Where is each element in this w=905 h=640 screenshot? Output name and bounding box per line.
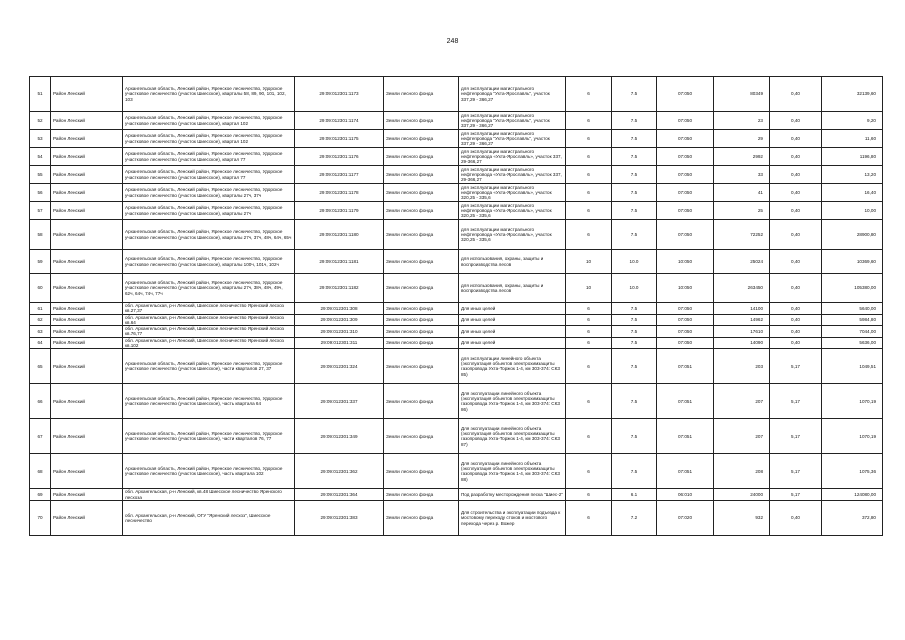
permitted-use-cell: Для иных целей	[459, 314, 566, 326]
code-cell: 07:051	[657, 419, 714, 454]
row-number: 59	[30, 250, 51, 274]
address-cell: обл. Архангельская, р-н Ленский, кв.48 Шиесское лесничество Яренского лесхоза	[123, 489, 295, 501]
district-cell: Район Ленский	[51, 500, 123, 535]
permitted-use-cell: для использования, охраны, защиты и воспроизводства лесов	[459, 250, 566, 274]
permitted-use-cell: Для эксплуатации линейного объекта (эксплуатация объектов электрохимзащиты газопровода Ухта-Торжок 1-4, км 303-374: СКЗ 86)	[459, 384, 566, 419]
permitted-use-cell: Для иных целей	[459, 337, 566, 349]
coefficient-cell: 6	[566, 220, 612, 250]
table-row	[30, 303, 883, 315]
cadastral-number-cell: 29:09:012301:383	[295, 500, 384, 535]
rate-cell: 0,40	[770, 500, 822, 535]
code-cell: 07:050	[657, 184, 714, 202]
rate-cell: 0,40	[770, 112, 822, 130]
amount-cell: 10,00	[822, 202, 883, 220]
coefficient-cell: 7.5	[612, 349, 657, 384]
permitted-use-cell: Для эксплуатации линейного объекта (эксплуатация объектов электрохимзащиты газопровода Ухта-Торжок 1-4, км 303-374: СКЗ 88)	[459, 454, 566, 489]
rate-cell: 5,17	[770, 419, 822, 454]
amount-cell: 10369,60	[822, 250, 883, 274]
district-cell: Район Ленский	[51, 384, 123, 419]
rate-cell: 0,40	[770, 220, 822, 250]
row-number: 68	[30, 454, 51, 489]
permitted-use-cell: Для иных целей	[459, 303, 566, 315]
district-cell: Район Ленский	[51, 314, 123, 326]
land-category-cell: Земли лесного фонда	[384, 454, 459, 489]
coefficient-cell: 6	[566, 384, 612, 419]
code-cell: 07:050	[657, 202, 714, 220]
cadastral-number-cell: 29:09:012301:311	[295, 337, 384, 349]
area-cell: 23	[714, 112, 770, 130]
cadastral-number-cell: 29:09:012301:364	[295, 489, 384, 501]
coefficient-cell: 7.5	[612, 337, 657, 349]
rate-cell: 0,40	[770, 130, 822, 148]
cadastral-number-cell: 29:09:012301:1174	[295, 112, 384, 130]
coefficient-cell: 7.5	[612, 303, 657, 315]
district-cell: Район Ленский	[51, 202, 123, 220]
coefficient-cell: 6	[566, 419, 612, 454]
rate-cell: 0,40	[770, 77, 822, 112]
coefficient-cell: 7.5	[612, 166, 657, 184]
row-number: 63	[30, 326, 51, 338]
district-cell: Район Ленский	[51, 77, 123, 112]
rate-cell: 5,17	[770, 349, 822, 384]
cadastral-number-cell: 29:09:012301:1180	[295, 220, 384, 250]
coefficient-cell: 6	[566, 326, 612, 338]
coefficient-cell: 7.5	[612, 454, 657, 489]
address-cell: обл. Архангельская, р-н Ленский, Шиесское лесничество Яренский лесхоз кв.27,37	[123, 303, 295, 315]
row-number: 56	[30, 184, 51, 202]
permitted-use-cell: для эксплуатации магистрального нефтепровода «Ухта-Ярославль», участок 320,25 - 335,6	[459, 184, 566, 202]
area-cell: 17610	[714, 326, 770, 338]
row-number: 53	[30, 130, 51, 148]
permitted-use-cell: Для строительства и эксплуатации подъезда к мостовому переходу стоков и мостового перехода через р. Вожер	[459, 500, 566, 535]
permitted-use-cell: Под разработку месторождения песка "Шиес-2"	[459, 489, 566, 501]
land-category-cell: Земли лесного фонда	[384, 202, 459, 220]
table-row	[30, 274, 883, 303]
amount-cell: 16,40	[822, 184, 883, 202]
coefficient-cell: 10	[566, 274, 612, 303]
rate-cell: 0,40	[770, 184, 822, 202]
land-category-cell: Земли лесного фонда	[384, 220, 459, 250]
row-number: 55	[30, 166, 51, 184]
land-category-cell: Земли лесного фонда	[384, 326, 459, 338]
area-cell: 24000	[714, 489, 770, 501]
area-cell: 72252	[714, 220, 770, 250]
cadastral-number-cell: 29:09:012301:1182	[295, 274, 384, 303]
district-cell: Район Ленский	[51, 489, 123, 501]
address-cell: Архангельская область, Ленский район, Яренское лесничество, Удорское участковое лесничество (участок Шиесское), части кварталов 27, 37	[123, 349, 295, 384]
rate-cell: 5,17	[770, 454, 822, 489]
code-cell: 07:050	[657, 112, 714, 130]
amount-cell: 9,20	[822, 112, 883, 130]
table-row	[30, 419, 883, 454]
permitted-use-cell: для эксплуатации магистрального нефтепровода «Ухта-Ярославль», участок 337, 29-366,27	[459, 166, 566, 184]
land-category-cell: Земли лесного фонда	[384, 130, 459, 148]
code-cell: 10:050	[657, 250, 714, 274]
cadastral-number-cell: 29:09:012301:308	[295, 303, 384, 315]
address-cell: обл. Архангельская, р-н Ленский, ОГУ "Яренский лесхоз", Шиесское лесничество	[123, 500, 295, 535]
coefficient-cell: 6	[566, 130, 612, 148]
permitted-use-cell: для эксплуатации магистрального нефтепровода «Ухта-Ярославль», участок 320,25 - 335,6	[459, 202, 566, 220]
district-cell: Район Ленский	[51, 419, 123, 454]
amount-cell: 5640,00	[822, 303, 883, 315]
land-category-cell: Земли лесного фонда	[384, 250, 459, 274]
coefficient-cell: 7.2	[612, 500, 657, 535]
address-cell: Архангельская область, Ленский район, Яренское лесничество, Удорское участковое лесничество (участок Шиесское), часть квартала 102	[123, 454, 295, 489]
code-cell: 07:050	[657, 303, 714, 315]
row-number: 67	[30, 419, 51, 454]
address-cell: Архангельская область, Ленский район, Яренское лесничество, Удорское участковое лесничество (участок Шиесское), кварталы 58, 89, 90, 101, 102, 103	[123, 77, 295, 112]
coefficient-cell: 6	[566, 184, 612, 202]
cadastral-number-cell: 29:09:012301:1176	[295, 148, 384, 166]
district-cell: Район Ленский	[51, 184, 123, 202]
table-row	[30, 112, 883, 130]
land-category-cell: Земли лесного фонда	[384, 77, 459, 112]
amount-cell: 1075,36	[822, 454, 883, 489]
area-cell: 33	[714, 166, 770, 184]
table-row	[30, 148, 883, 166]
district-cell: Район Ленский	[51, 349, 123, 384]
district-cell: Район Ленский	[51, 130, 123, 148]
permitted-use-cell: для эксплуатации магистрального нефтепровода "Ухта-Ярославль", участок 337,29 - 366,27	[459, 77, 566, 112]
permitted-use-cell: Для эксплуатации линейного объекта (эксплуатация объектов электрохимзащиты газопровода Ухта-Торжок 1-4, км 303-374: СКЗ 87)	[459, 419, 566, 454]
land-category-cell: Земли лесного фонда	[384, 166, 459, 184]
table-row	[30, 166, 883, 184]
address-cell: обл. Архангельская, р-н Ленский, Шиесское лесничество Яренский лесхоз кв.76,77	[123, 326, 295, 338]
coefficient-cell: 6	[566, 77, 612, 112]
area-cell: 2992	[714, 148, 770, 166]
code-cell: 07:051	[657, 384, 714, 419]
coefficient-cell: 7.5	[612, 148, 657, 166]
cadastral-number-cell: 29:09:012301:1177	[295, 166, 384, 184]
rate-cell: 0,40	[770, 148, 822, 166]
coefficient-cell: 7.5	[612, 112, 657, 130]
district-cell: Район Ленский	[51, 220, 123, 250]
address-cell: Архангельская область, Ленский район, Яренское лесничество, Удорское участковое лесничество (участок Шиесское), части кварталов 76, 77	[123, 419, 295, 454]
coefficient-cell: 10	[566, 250, 612, 274]
land-category-cell: Земли лесного фонда	[384, 314, 459, 326]
district-cell: Район Ленский	[51, 250, 123, 274]
address-cell: Архангельская область, Ленский район, Яренское лесничество, Удорское участковое лесничество (участок Шиесское), кварталы 27ч, 37ч	[123, 184, 295, 202]
coefficient-cell: 10.0	[612, 274, 657, 303]
table-row	[30, 77, 883, 112]
rate-cell: 5,17	[770, 384, 822, 419]
code-cell: 07:050	[657, 337, 714, 349]
table-row	[30, 337, 883, 349]
coefficient-cell: 7.5	[612, 326, 657, 338]
district-cell: Район Ленский	[51, 112, 123, 130]
land-category-cell: Земли лесного фонда	[384, 349, 459, 384]
rate-cell: 0,40	[770, 202, 822, 220]
table-row	[30, 250, 883, 274]
land-category-cell: Земли лесного фонда	[384, 419, 459, 454]
area-cell: 25	[714, 202, 770, 220]
row-number: 66	[30, 384, 51, 419]
table-row	[30, 454, 883, 489]
coefficient-cell: 6	[566, 500, 612, 535]
amount-cell: 1049,51	[822, 349, 883, 384]
address-cell: обл. Архангельская, р-н Ленский, Шиесское лесничество Яренский лесхоз кв.64	[123, 314, 295, 326]
area-cell: 14090	[714, 337, 770, 349]
coefficient-cell: 6	[566, 303, 612, 315]
permitted-use-cell: для эксплуатации линейного объекта (эксплуатация объектов электрохимзащиты газопровода Ухта-Торжок 1-4, км 303-374: СКЗ 85)	[459, 349, 566, 384]
coefficient-cell: 6	[566, 349, 612, 384]
page-number: 248	[446, 38, 459, 45]
area-cell: 41	[714, 184, 770, 202]
cadastral-number-cell: 29:09:012301:324	[295, 349, 384, 384]
cadastral-number-cell: 29:09:012301:362	[295, 454, 384, 489]
land-category-cell: Земли лесного фонда	[384, 112, 459, 130]
amount-cell: 11,60	[822, 130, 883, 148]
coefficient-cell: 6	[566, 314, 612, 326]
area-cell: 207	[714, 419, 770, 454]
amount-cell: 5636,00	[822, 337, 883, 349]
address-cell: обл. Архангельская, р-н Ленский, Шиесское лесничество Яренский лесхоз кв.102	[123, 337, 295, 349]
address-cell: Архангельская область, Ленский район, Яренское лесничество, Удорское участковое лесничество (участок Шиесское), кварталы 27ч, 37ч, 48ч, 64ч, 65ч	[123, 220, 295, 250]
code-cell: 10:050	[657, 274, 714, 303]
rate-cell: 5,17	[770, 489, 822, 501]
amount-cell: 124080,00	[822, 489, 883, 501]
coefficient-cell: 7.5	[612, 314, 657, 326]
rate-cell: 0,40	[770, 326, 822, 338]
cadastral-number-cell: 29:09:012301:1175	[295, 130, 384, 148]
area-cell: 25024	[714, 250, 770, 274]
row-number: 52	[30, 112, 51, 130]
cadastral-number-cell: 29:09:012301:310	[295, 326, 384, 338]
permitted-use-cell: для использования, охраны, защиты и воспроизводства лесов	[459, 274, 566, 303]
table-row	[30, 384, 883, 419]
rate-cell: 0,40	[770, 250, 822, 274]
district-cell: Район Ленский	[51, 337, 123, 349]
cadastral-number-cell: 29:09:012301:1178	[295, 184, 384, 202]
row-number: 60	[30, 274, 51, 303]
coefficient-cell: 6	[566, 489, 612, 501]
area-cell: 14962	[714, 314, 770, 326]
code-cell: 07:050	[657, 166, 714, 184]
row-number: 58	[30, 220, 51, 250]
amount-cell: 28900,80	[822, 220, 883, 250]
code-cell: 07:050	[657, 314, 714, 326]
cadastral-number-cell: 29:09:012301:349	[295, 419, 384, 454]
address-cell: Архангельская область, Ленский район, Яренское лесничество, Удорское участковое лесничество (участок Шиесское), квартал 102	[123, 112, 295, 130]
rate-cell: 0,40	[770, 314, 822, 326]
table-row	[30, 326, 883, 338]
row-number: 64	[30, 337, 51, 349]
row-number: 61	[30, 303, 51, 315]
row-number: 69	[30, 489, 51, 501]
code-cell: 07:020	[657, 500, 714, 535]
coefficient-cell: 7.5	[612, 130, 657, 148]
coefficient-cell: 7.5	[612, 220, 657, 250]
address-cell: Архангельская область, Ленский район, Яренское лесничество, Удорское участковое лесничество (участок Шиесское), часть квартала 64	[123, 384, 295, 419]
coefficient-cell: 7.5	[612, 77, 657, 112]
area-cell: 932	[714, 500, 770, 535]
table-row	[30, 349, 883, 384]
permitted-use-cell: для эксплуатации магистрального нефтепровода "Ухта-Ярославль", участок 337,29 - 366,27	[459, 112, 566, 130]
table-row	[30, 184, 883, 202]
amount-cell: 1070,19	[822, 419, 883, 454]
land-category-cell: Земли лесного фонда	[384, 500, 459, 535]
address-cell: Архангельская область, Ленский район, Яренское лесничество, Удорское участковое лесничество (участок Шиесское), квартал 77	[123, 166, 295, 184]
cadastral-number-cell: 29:09:012301:1181	[295, 250, 384, 274]
permitted-use-cell: Для иных целей	[459, 326, 566, 338]
district-cell: Район Ленский	[51, 274, 123, 303]
rate-cell: 0,40	[770, 337, 822, 349]
coefficient-cell: 6	[566, 148, 612, 166]
row-number: 65	[30, 349, 51, 384]
cadastral-number-cell: 29:09:012301:1173	[295, 77, 384, 112]
rate-cell: 0,40	[770, 166, 822, 184]
amount-cell: 105380,00	[822, 274, 883, 303]
rate-cell: 0,40	[770, 274, 822, 303]
cadastral-number-cell: 29:09:012301:309	[295, 314, 384, 326]
coefficient-cell: 7.5	[612, 384, 657, 419]
amount-cell: 5984,80	[822, 314, 883, 326]
district-cell: Район Ленский	[51, 303, 123, 315]
code-cell: 07:051	[657, 349, 714, 384]
area-cell: 263450	[714, 274, 770, 303]
code-cell: 07:050	[657, 220, 714, 250]
district-cell: Район Ленский	[51, 326, 123, 338]
address-cell: Архангельская область, Ленский район, Яренское лесничество, Удорское участковое лесничество (участок Шиесское), квартал 102	[123, 130, 295, 148]
address-cell: Архангельская область, Ленский район, Яренское лесничество, Удорское участковое лесничество (участок Шиесское), кварталы 27ч, 38ч, 48ч, 49ч, 62ч, 64ч, 74ч, 77ч	[123, 274, 295, 303]
code-cell: 06:010	[657, 489, 714, 501]
table-row	[30, 130, 883, 148]
area-cell: 208	[714, 454, 770, 489]
coefficient-cell: 10.0	[612, 250, 657, 274]
table-row	[30, 500, 883, 535]
code-cell: 07:051	[657, 454, 714, 489]
permitted-use-cell: для эксплуатации магистрального нефтепровода "Ухта-Ярославль", участок 337,29 - 366,27	[459, 130, 566, 148]
coefficient-cell: 7.5	[612, 419, 657, 454]
coefficient-cell: 6.1	[612, 489, 657, 501]
table-row	[30, 220, 883, 250]
land-category-cell: Земли лесного фонда	[384, 148, 459, 166]
address-cell: Архангельская область, Ленский район, Яренское лесничество, Удорское участковое лесничество (участок Шиесское), кварталы 100ч, 101ч, 102ч	[123, 250, 295, 274]
coefficient-cell: 6	[566, 112, 612, 130]
code-cell: 07:050	[657, 326, 714, 338]
land-category-cell: Земли лесного фонда	[384, 303, 459, 315]
rate-cell: 0,40	[770, 303, 822, 315]
coefficient-cell: 6	[566, 166, 612, 184]
address-cell: Архангельская область, Ленский район, Яренское лесничество, Удорское участковое лесничество (участок Шиесское), кварталы 27ч	[123, 202, 295, 220]
amount-cell: 1196,80	[822, 148, 883, 166]
row-number: 70	[30, 500, 51, 535]
amount-cell: 32139,60	[822, 77, 883, 112]
row-number: 51	[30, 77, 51, 112]
amount-cell: 7044,00	[822, 326, 883, 338]
coefficient-cell: 6	[566, 454, 612, 489]
area-cell: 207	[714, 384, 770, 419]
code-cell: 07:050	[657, 130, 714, 148]
district-cell: Район Ленский	[51, 148, 123, 166]
district-cell: Район Ленский	[51, 166, 123, 184]
table-row	[30, 489, 883, 501]
area-cell: 14100	[714, 303, 770, 315]
area-cell: 29	[714, 130, 770, 148]
land-plots-table	[29, 76, 883, 536]
table-row	[30, 314, 883, 326]
district-cell: Район Ленский	[51, 454, 123, 489]
land-category-cell: Земли лесного фонда	[384, 337, 459, 349]
code-cell: 07:050	[657, 77, 714, 112]
area-cell: 203	[714, 349, 770, 384]
land-category-cell: Земли лесного фонда	[384, 184, 459, 202]
cadastral-number-cell: 29:09:012301:1179	[295, 202, 384, 220]
coefficient-cell: 6	[566, 202, 612, 220]
amount-cell: 13,20	[822, 166, 883, 184]
permitted-use-cell: для эксплуатации магистрального нефтепровода «Ухта-Ярославль», участок 337, 29-366,27	[459, 148, 566, 166]
coefficient-cell: 7.5	[612, 202, 657, 220]
land-category-cell: Земли лесного фонда	[384, 274, 459, 303]
row-number: 54	[30, 148, 51, 166]
code-cell: 07:050	[657, 148, 714, 166]
table-row	[30, 202, 883, 220]
amount-cell: 1070,19	[822, 384, 883, 419]
land-category-cell: Земли лесного фонда	[384, 489, 459, 501]
amount-cell: 372,80	[822, 500, 883, 535]
cadastral-number-cell: 29:09:012301:337	[295, 384, 384, 419]
coefficient-cell: 6	[566, 337, 612, 349]
row-number: 62	[30, 314, 51, 326]
row-number: 57	[30, 202, 51, 220]
address-cell: Архангельская область, Ленский район, Яренское лесничество, Удорское участковое лесничество (участок Шиесское), квартал 77	[123, 148, 295, 166]
land-category-cell: Земли лесного фонда	[384, 384, 459, 419]
area-cell: 80349	[714, 77, 770, 112]
permitted-use-cell: для эксплуатации магистрального нефтепровода «Ухта-Ярославль», участок 320,25 - 335,6	[459, 220, 566, 250]
coefficient-cell: 7.5	[612, 184, 657, 202]
